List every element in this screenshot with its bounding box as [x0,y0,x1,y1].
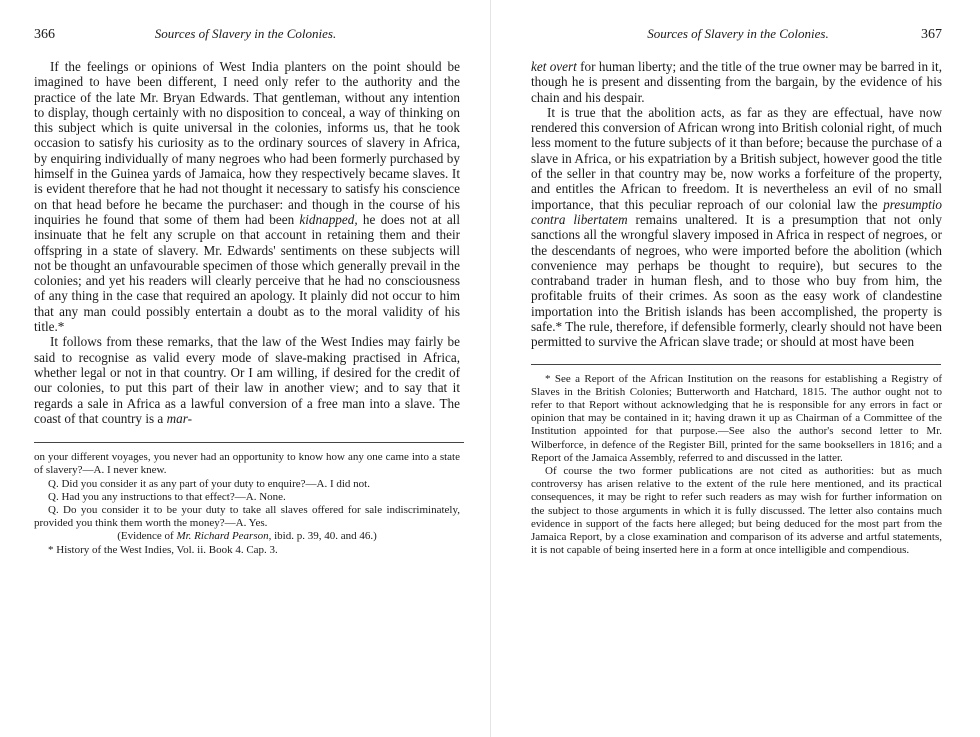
right-paragraph-2 [531,105,942,350]
footnote-line: * See a Report of the African Institution on the reasons for establishing a Registry of Slaves in the British Colonies; Butterworth and Hatchard, 1815. The author ought not to refer to that Report without acknowledging that he is responsible for any errors in fact or opinion that may be contained in it; having drawn it up as Chairman of a Committee of the Institution appointed for that purpose.—See also the author's second letter to Mr. Wilberforce, in defence of the Register Bill, printed for the same booksellers in 1816; and a Report of the Jamaica Assembly, referred to and discussed in the latter. [531,372,942,464]
text-run: It follows from these remarks, that the law of the West Indies may fairly be said to recognise as valid every mode of slave-making practised in Africa, whether legal or not in that country. Or I am willing, if desired for the credit of our colonies, to put this part of their law in another view; and to say that it regards a sale in Africa as a lawful conversion of a free man into a slave. The coast of that country is a [34,334,460,426]
text-run: for human liberty; and the title of the true owner may be barred in it, though he is present and dissenting from the bargain, by the evidence of his chain and his despair. [531,59,942,105]
italic-text: presumptio contra libertatem [531,196,942,227]
footnote-line: Q. Did you consider it as any part of your duty to enquire?—A. I did not. [48,477,370,490]
right-page-number: 367 [921,27,942,42]
left-paragraph-2 [34,334,460,426]
left-body-text [34,59,460,426]
right-page-header [531,26,942,43]
evidence-citation [34,530,460,543]
right-paragraph-1 [531,59,942,105]
left-running-title: Sources of Slavery in the Colonies. [154,26,337,41]
footnote-line: Of course the two former publications are not cited as authorities: but as much controversy has arisen relative to the extent of the rule here mentioned, and its practical consequences, it may be right to refer such readers as may wish for further information on the subject to those arguments in which it is fully discussed. The letter also contains much evidence in support of the facts here alleged; but being deduced for the most part from the Jamaica Report, by a close examination and comparison of its adverse and artful statements, it is not capable of being inserted here in a form at once intelligible and compendious. [531,465,942,557]
text-run: If the feelings or opinions of West India planters on the point should be imagined to have been different, I need only refer to the authority and the practice of the late Mr. Bryan Edwards. That gentleman, without any intention to display, though certainly with no disposition to conceal, a way of thinking on this subject which is quite universal in the colonies, informs us, that he took occasion to satisfy his curiosity as to the ordinary sources of slavery in Africa, by enquiring individually of many negroes who had been formerly purchased by himself in the Guinea yards of Jamaica, how they respectively became slaves. It is evident therefore that he had not thought it necessary to satisfy his conscience on that head before he became the purchaser: and though in the course of his inquiries he found that some of them had been [34,59,460,227]
footnote-rule [34,442,464,443]
right-page [490,0,980,737]
italic-text: Mr. Richard Pearson, [176,530,272,543]
right-running-title: Sources of Slavery in the Colonies. [647,26,829,41]
text-run: he does not at all insinuate that he felt any scruple on that account in retaining them and their offspring in a state of slavery. Mr. Edwards' sentiments on these subjects will not be thought an unfavourable specimen of those which generally prevail in the colonies; and yet his readers will clearly perceive that he had no consciousness of any thing in the case that required an apology. It plainly did not occur to him that any man could possibly entertain a doubt as to the moral validity of his title.* [34,211,460,335]
right-body-text [531,59,942,350]
text-run: (Evidence of [117,530,177,543]
italic-text: kidnapped, [299,211,358,227]
italic-text: ket overt [531,59,577,74]
footnote-line: Q. Do you consider it to be your duty to take all slaves offered for sale indiscriminately, provided you think them worth the money?—A. Yes. [34,503,460,530]
footnote-line: * History of the West Indies, Vol. ii. Book 4. Cap. 3. [48,543,278,556]
left-page-number: 366 [34,27,55,42]
italic-text: mar- [166,410,192,426]
left-paragraph-1 [34,59,460,334]
footnote-line: Q. Had you any instructions to that effect?—A. None. [48,490,286,503]
text-run: remains unaltered. It is a presumption that not only sanctions all the wrongful slavery imposed in Africa in respect of negroes, or the descendants of negroes, who were imported before the abolition (which convenience may perhaps be thought to require), but secures to the contraband trader in human flesh, and to those who buy from him, the profitable fruits of their crimes. As soon as the easy work of clandestine importation into the British islands has been accomplished, the property is safe.* The rule, therefore, if defensible formerly, clearly should not have been permitted to survive the African slave trade; or should at most have been [531,211,942,350]
footnote-line: on your different voyages, you never had an opportunity to know how any one came into a state of slavery?—A. I never knew. [34,451,460,477]
text-run: ibid. p. 39, 40. and 46.) [271,530,377,543]
footnote-rule [531,364,941,365]
right-footnotes [531,373,942,558]
left-page-header [34,26,460,43]
left-footnotes [34,451,460,557]
text-run: It is true that the abolition acts, as far as they are effectual, have now rendered this conversion of African wrong into British colonial right, of much less moment to the future subjects of it than before; because the purchase of a slave in Africa, or his expatriation by a British subject, however good the title of the seller in that country may be, now works a forfeiture of the property, and entitles the African to freedom. It is nevertheless an evil of no small importance, that this peculiar reproach of our colonial law the [531,104,942,212]
